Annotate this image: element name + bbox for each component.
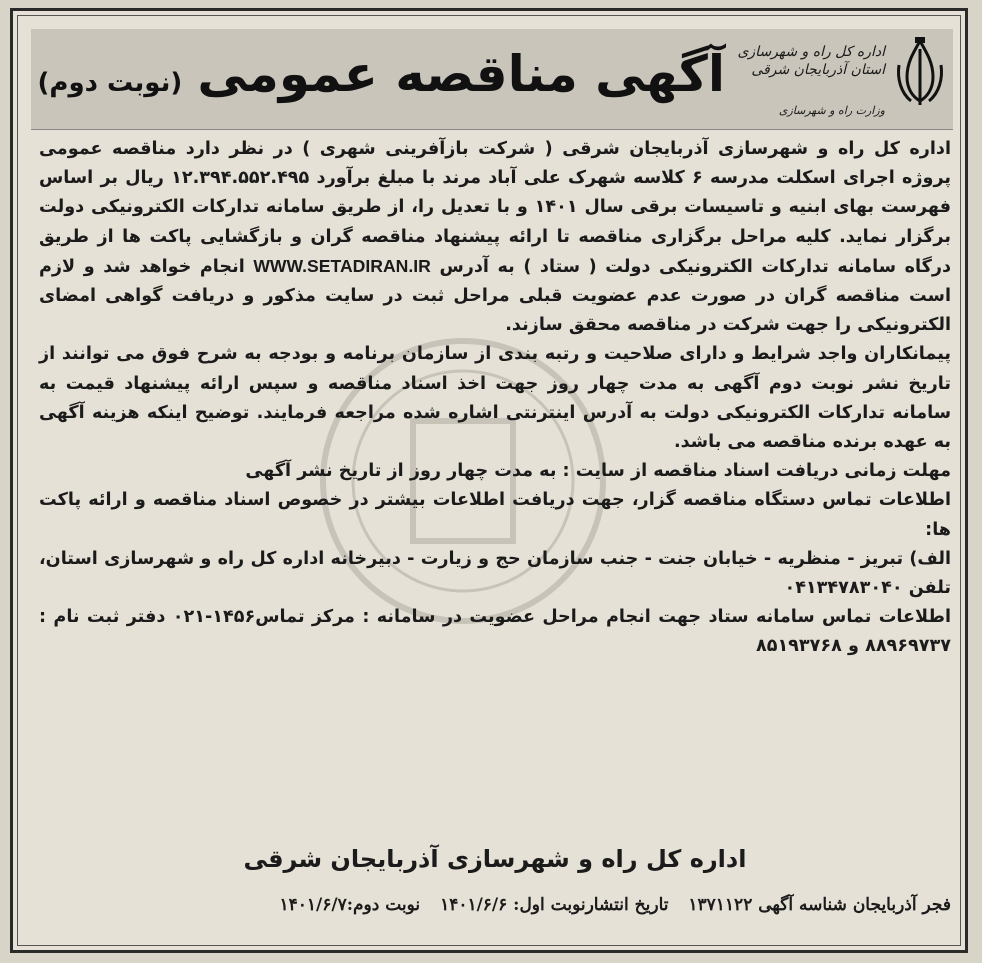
org-logo	[735, 35, 885, 117]
publication-footer	[39, 895, 951, 915]
paragraph-intro-text-b: انجام خواهد شد و لازم است مناقصه گران در صورت عدم عضویت قبلی مراحل ثبت در سایت مذکور و دریافت گواهی امضای الکترونیکی را جهت شرکت در مناقصه محقق سازند.	[39, 256, 951, 336]
paragraph-address: الف) تبریز - منظریه - خیابان جنت - جنب سازمان حج و زیارت - دبیرخانه اداره کل راه و شهرسازی استان، تلفن ۰۴۱۳۴۷۸۳۰۴۰	[39, 548, 951, 599]
announcement-body	[39, 135, 951, 662]
paragraph-intro-text-a: اداره کل راه و شهرسازی آذربایجان شرقی ( شرکت بازآفرینی شهری ) در نظر دارد مناقصه عمومی پروژه اجرای اسکلت مدرسه ۶ کلاسه شهرک علی آباد مرند با مبلغ برآورد ۱۲.۳۹۴.۵۵۲.۴۹۵ ریال بر اساس فهرست بهای ابنیه و تاسیسات برقی سال ۱۴۰۱ و با تعدیل را، از طریق سامانه تدارکات الکترونیکی دولت برگزار نماید. کلیه مراحل برگزاری مناقصه تا ارائه پیشنهاد مناقصه گران و بازگشایی پاکت ها از طریق درگاه سامانه تدارکات الکترونیکی دولت ( ستاد ) به آدرس	[39, 139, 952, 277]
page-subtitle: (نوبت دوم)	[37, 68, 183, 98]
paragraph-contact-info: اطلاعات تماس دستگاه مناقصه گزار، جهت دریافت اطلاعات بیشتر در خصوص اسناد مناقصه و ارائه پاکت ها:	[39, 490, 951, 540]
second-publication-date: نوبت دوم:۱۴۰۱/۶/۷	[279, 895, 421, 915]
paragraph-intro	[39, 135, 951, 340]
title-block	[37, 45, 725, 103]
org-logo-line2: وزارت راه و شهرسازی	[778, 104, 885, 117]
publisher-id: فجر آذربایجان شناسه آگهی ۱۳۷۱۱۲۲	[688, 895, 951, 915]
first-publication-date: تاریخ انتشارنوبت اول: ۱۴۰۱/۶/۶	[440, 895, 669, 915]
org-logo-line1: اداره کل راه و شهرسازی استان آذربایجان شرقی	[737, 44, 885, 78]
page-title: آگهی مناقصه عمومی	[197, 45, 725, 103]
newspaper-clipping	[10, 8, 968, 953]
announcement-header	[31, 29, 953, 130]
paragraph-setad-contact: اطلاعات تماس سامانه ستاد جهت انجام مراحل عضویت در سامانه : مرکز تماس۱۴۵۶-۰۲۱ دفتر ثبت نام : ۸۸۹۶۹۷۳۷ و ۸۵۱۹۳۷۶۸	[39, 607, 951, 657]
issuer-signature: اداره کل راه و شهرسازی آذربایجان شرقی	[243, 845, 747, 873]
paragraph-deadline: مهلت زمانی دریافت اسناد مناقصه از سایت : به مدت چهار روز از تاریخ نشر آگهی	[245, 461, 951, 482]
setad-url: WWW.SETADIRAN.IR	[253, 255, 431, 276]
paragraph-contractors: پیمانکاران واجد شرایط و دارای صلاحیت و رتبه بندی از سازمان برنامه و بودجه به شرح فوق می توانند از تاریخ نشر نوبت دوم آگهی به مدت چهار روز جهت اخذ اسناد مناقصه و سپس ارائه پیشنهاد قیمت به سامانه تدارکات الکترونیکی دولت به آدرس اینترنتی اشاره شده مراجعه فرمایند. توضیح اینکه هزینه آگهی به عهده برنده مناقصه می باشد.	[39, 344, 951, 453]
iran-emblem-icon	[893, 35, 947, 113]
